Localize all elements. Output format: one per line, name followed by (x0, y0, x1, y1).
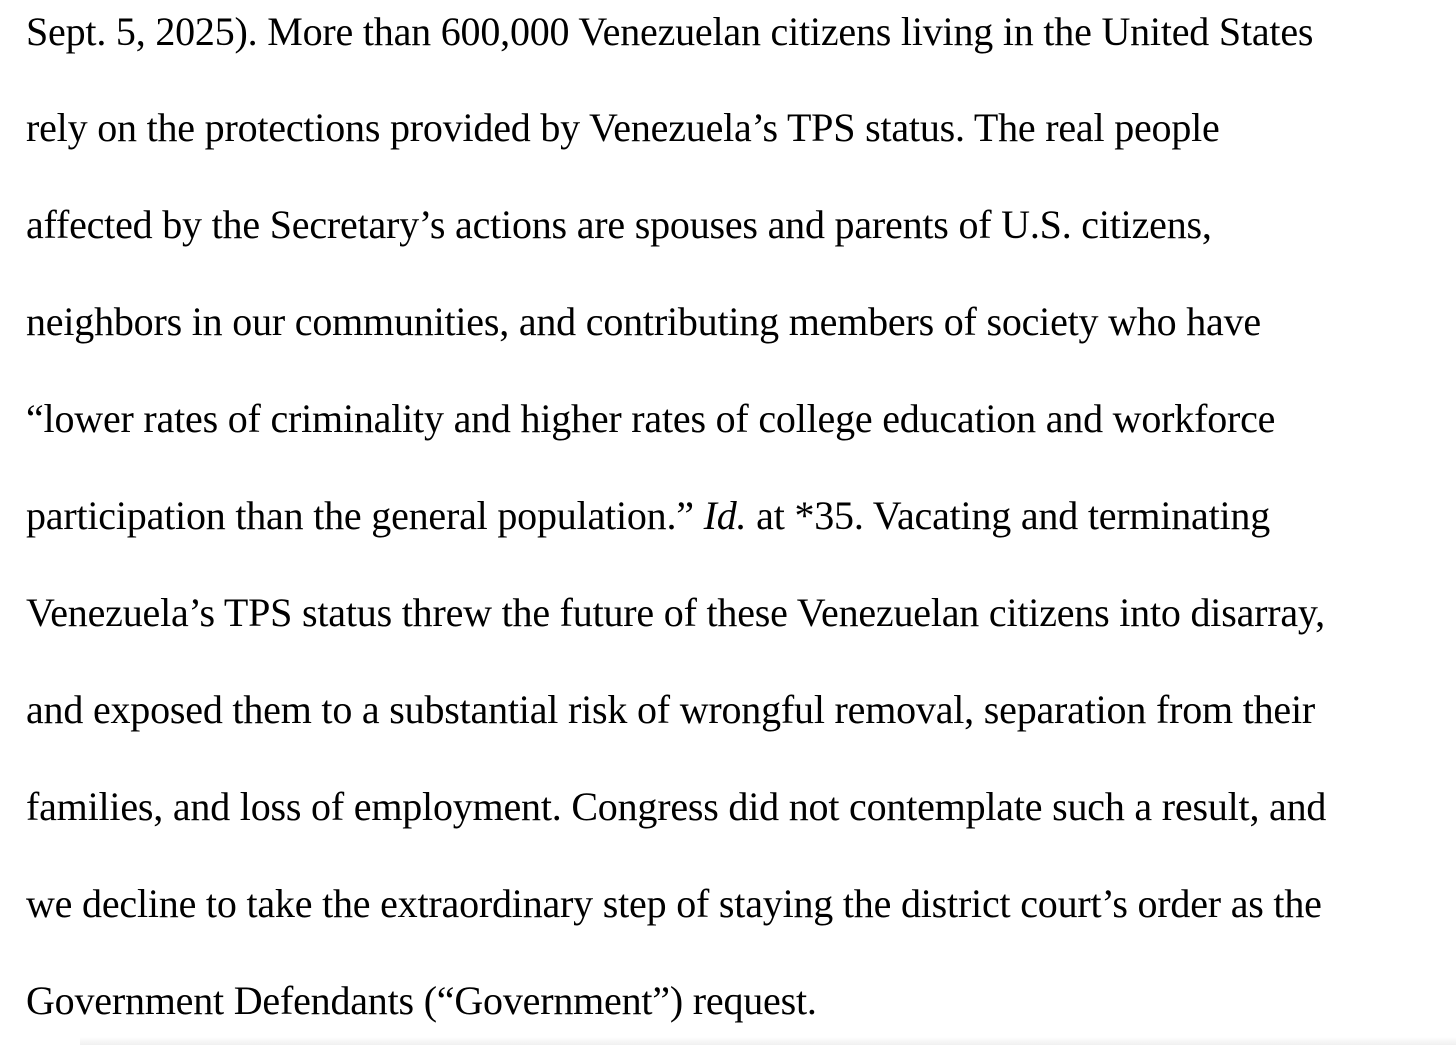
paragraph-line-9: families, and loss of employment. Congress did not contemplate such a result, and (26, 784, 1327, 829)
paragraph-line-11: Government Defendants (“Government”) request. (26, 978, 817, 1023)
paragraph-line-2: rely on the protections provided by Venezuela’s TPS status. The real people (26, 105, 1220, 150)
paragraph-line-1: Sept. 5, 2025). More than 600,000 Venezuelan citizens living in the United States (26, 9, 1314, 54)
paragraph-line-8: and exposed them to a substantial risk of wrongful removal, separation from their (26, 687, 1316, 732)
page-edge-shadow (80, 1037, 1456, 1045)
line-6-text-after: at *35. Vacating and terminating (746, 493, 1271, 538)
paragraph-line-5: “lower rates of criminality and higher rates of college education and workforce (26, 396, 1276, 441)
paragraph-line-6 (26, 486, 1270, 546)
paragraph-line-10: we decline to take the extraordinary step of staying the district court’s order as the (26, 881, 1322, 926)
paragraph-line-4: neighbors in our communities, and contributing members of society who have (26, 299, 1261, 344)
citation-id: Id. (703, 493, 747, 538)
paragraph-line-7: Venezuela’s TPS status threw the future of these Venezuelan citizens into disarray, (26, 590, 1325, 635)
line-6-text-before: participation than the general population.” (26, 493, 704, 538)
paragraph-line-3: affected by the Secretary’s actions are spouses and parents of U.S. citizens, (26, 202, 1212, 247)
